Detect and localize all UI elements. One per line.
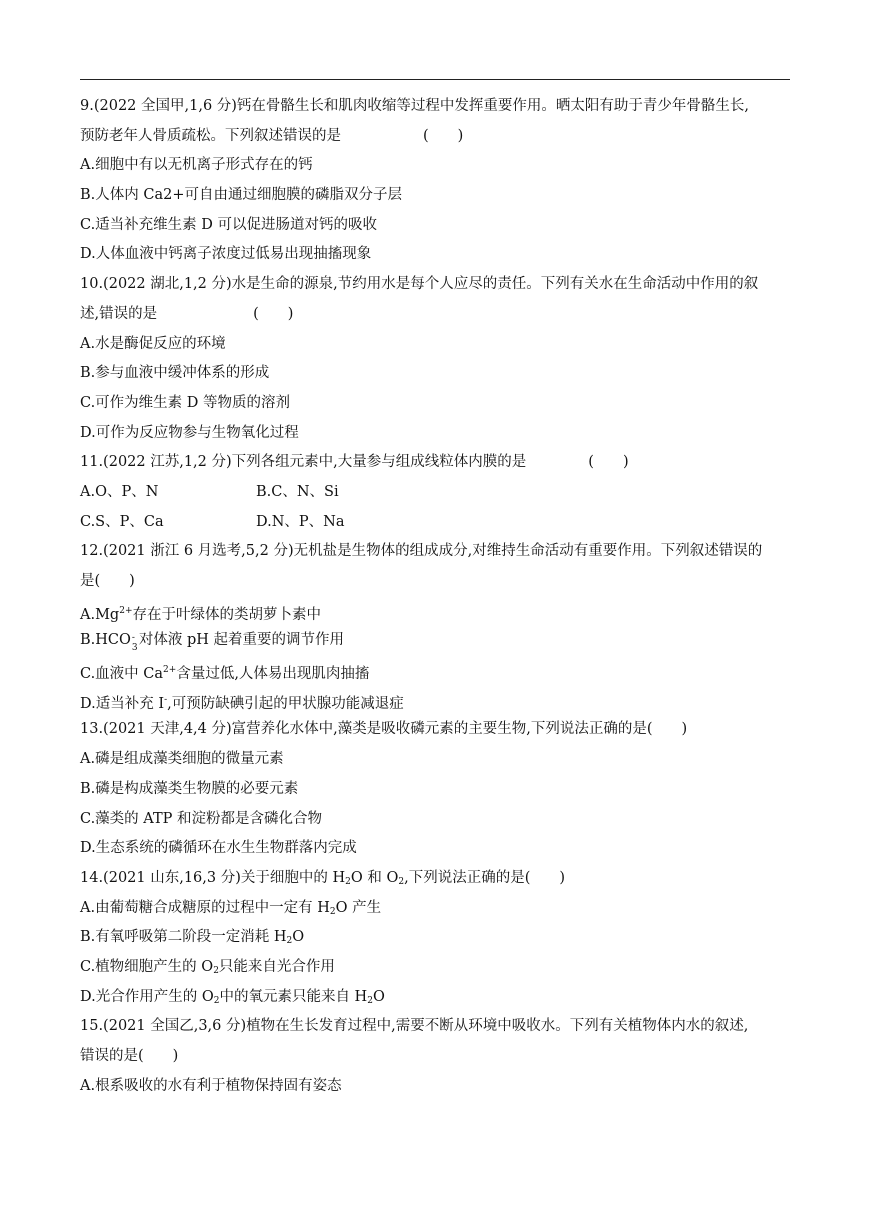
q14-stem-text-mid: O 和 O bbox=[350, 869, 399, 886]
q14-d-text-mid: 中的氧元素只能来自 H bbox=[219, 988, 368, 1005]
q14-a-text-rest: O 产生 bbox=[335, 899, 382, 916]
q10-option-c: C.可作为维生素 D 等物质的溶剂 bbox=[80, 394, 291, 411]
q14-b-subscript: 2 bbox=[286, 936, 293, 947]
q13-option-b: B.磷是构成藻类生物膜的必要元素 bbox=[80, 780, 299, 797]
q14-d-subscript-h2o: 2 bbox=[367, 995, 373, 1006]
q12-stem-line-2: 是( ) bbox=[80, 573, 135, 589]
q12-c-text-rest: 含量过低,人体易出现肌肉抽搐 bbox=[176, 666, 370, 683]
q12-d-text: D.适当补充 I bbox=[80, 695, 165, 712]
q10-answer-bracket: ( ) bbox=[253, 305, 294, 322]
q12-b-text: B.HCO bbox=[80, 632, 131, 649]
q11-answer-bracket: ( ) bbox=[588, 454, 629, 471]
q12-option-d bbox=[80, 690, 792, 720]
q12-d-superscript: - bbox=[164, 694, 168, 705]
q11-options-row-2 bbox=[80, 512, 792, 542]
q13-option-d: D.生态系统的磷循环在水生生物群落内完成 bbox=[80, 840, 357, 857]
q12-c-superscript: 2+ bbox=[163, 665, 177, 676]
q12-stem-line-1: 12.(2021 浙江 6 月选考,5,2 分)无机盐是生物体的组成成分,对维持生命活动有重要作用。下列叙述错误的 bbox=[80, 543, 763, 560]
q12-c-text: C.血液中 Ca bbox=[80, 666, 164, 683]
q11-option-b: B.C、N、Si bbox=[256, 483, 339, 500]
q14-d-text-rest: O bbox=[372, 988, 385, 1005]
q14-c-text: C.植物细胞产生的 O bbox=[80, 958, 214, 975]
q11-options-row-1 bbox=[80, 482, 792, 512]
q12-b-superscript: - bbox=[131, 633, 135, 644]
q9-option-c: C.适当补充维生素 D 可以促进肠道对钙的吸收 bbox=[80, 216, 378, 233]
q9-stem-line-2 bbox=[80, 126, 792, 156]
question-list bbox=[80, 96, 792, 1105]
q15-option-a: A.根系吸收的水有利于植物保持固有姿态 bbox=[80, 1077, 342, 1094]
q14-c-subscript: 2 bbox=[213, 965, 219, 976]
q10-stem-text: 述,错误的是 bbox=[80, 305, 158, 322]
q9-option-a: A.细胞中有以无机离子形式存在的钙 bbox=[80, 157, 313, 174]
q15-stem-line-2: 错误的是( ) bbox=[80, 1048, 179, 1064]
q14-a-subscript: 2 bbox=[329, 906, 336, 917]
q14-o2-subscript: 2 bbox=[398, 876, 405, 887]
q10-option-a: A.水是酶促反应的环境 bbox=[80, 335, 226, 352]
q11-stem-line bbox=[80, 452, 792, 482]
q12-option-b bbox=[80, 630, 792, 660]
q12-b-script bbox=[131, 633, 139, 654]
q14-c-text-rest: 只能来自光合作用 bbox=[218, 958, 335, 975]
q14-a-text: A.由葡萄糖合成糖原的过程中一定有 H bbox=[80, 899, 330, 916]
q10-option-b: B.参与血液中缓冲体系的形成 bbox=[80, 365, 270, 382]
q14-d-subscript-o2: 2 bbox=[213, 995, 220, 1006]
q12-d-text-rest: ,可预防缺碘引起的甲状腺功能减退症 bbox=[167, 695, 404, 712]
q14-stem-text-rest: ,下列说法正确的是( ) bbox=[404, 869, 566, 886]
q14-option-d bbox=[80, 987, 792, 1017]
q12-option-c bbox=[80, 660, 792, 690]
q9-option-b: B.人体内 Ca2+可自由通过细胞膜的磷脂双分子层 bbox=[80, 187, 402, 204]
q11-option-d: D.N、P、Na bbox=[256, 513, 345, 530]
q12-b-subscript: 3 bbox=[131, 643, 138, 654]
q9-answer-bracket: ( ) bbox=[423, 127, 464, 144]
q12-b-text-rest: 对体液 pH 起着重要的调节作用 bbox=[138, 632, 345, 649]
q14-option-b bbox=[80, 927, 792, 957]
q9-stem-text: 预防老年人骨质疏松。下列叙述错误的是 bbox=[80, 127, 341, 144]
q12-a-superscript: 2+ bbox=[119, 605, 133, 616]
q15-stem-line-1: 15.(2021 全国乙,3,6 分)植物在生长发育过程中,需要不断从环境中吸收水。下列有关植物体内水的叙述, bbox=[80, 1018, 749, 1035]
q13-option-c: C.藻类的 ATP 和淀粉都是含磷化合物 bbox=[80, 810, 323, 827]
header-rule bbox=[80, 79, 790, 80]
q14-h2o-subscript: 2 bbox=[345, 876, 351, 887]
q14-stem-line bbox=[80, 868, 792, 898]
q13-option-a: A.磷是组成藻类细胞的微量元素 bbox=[80, 751, 284, 768]
q11-option-c: C.S、P、Ca bbox=[80, 513, 164, 530]
q10-stem-line-1: 10.(2022 湖北,1,2 分)水是生命的源泉,节约用水是每个人应尽的责任。下列有关水在生命活动中作用的叙 bbox=[80, 276, 759, 293]
q9-option-d: D.人体血液中钙离子浓度过低易出现抽搐现象 bbox=[80, 246, 372, 263]
q14-option-c bbox=[80, 957, 792, 987]
q12-a-text-rest: 存在于叶绿体的类胡萝卜素中 bbox=[132, 606, 321, 623]
q11-option-a: A.O、P、N bbox=[80, 483, 159, 500]
q12-option-a bbox=[80, 601, 792, 631]
q10-option-d: D.可作为反应物参与生物氧化过程 bbox=[80, 424, 299, 441]
q12-a-text: A.Mg bbox=[80, 606, 120, 623]
q13-stem-line: 13.(2021 天津,4,4 分)富营养化水体中,藻类是吸收磷元素的主要生物,下列说法正确的是( ) bbox=[80, 721, 688, 738]
q9-stem-line-1: 9.(2022 全国甲,1,6 分)钙在骨骼生长和肌肉收缩等过程中发挥重要作用。晒太阳有助于青少年骨骼生长, bbox=[80, 98, 750, 114]
q14-option-a bbox=[80, 898, 792, 928]
q11-stem-text: 11.(2022 江苏,1,2 分)下列各组元素中,大量参与组成线粒体内膜的是 bbox=[80, 454, 527, 471]
q10-stem-line-2 bbox=[80, 304, 792, 334]
q14-stem-text: 14.(2021 山东,16,3 分)关于细胞中的 H bbox=[80, 869, 346, 886]
q14-d-text: D.光合作用产生的 O bbox=[80, 988, 214, 1005]
q14-b-text: B.有氧呼吸第二阶段一定消耗 H bbox=[80, 929, 287, 946]
q14-b-text-rest: O bbox=[292, 929, 305, 946]
